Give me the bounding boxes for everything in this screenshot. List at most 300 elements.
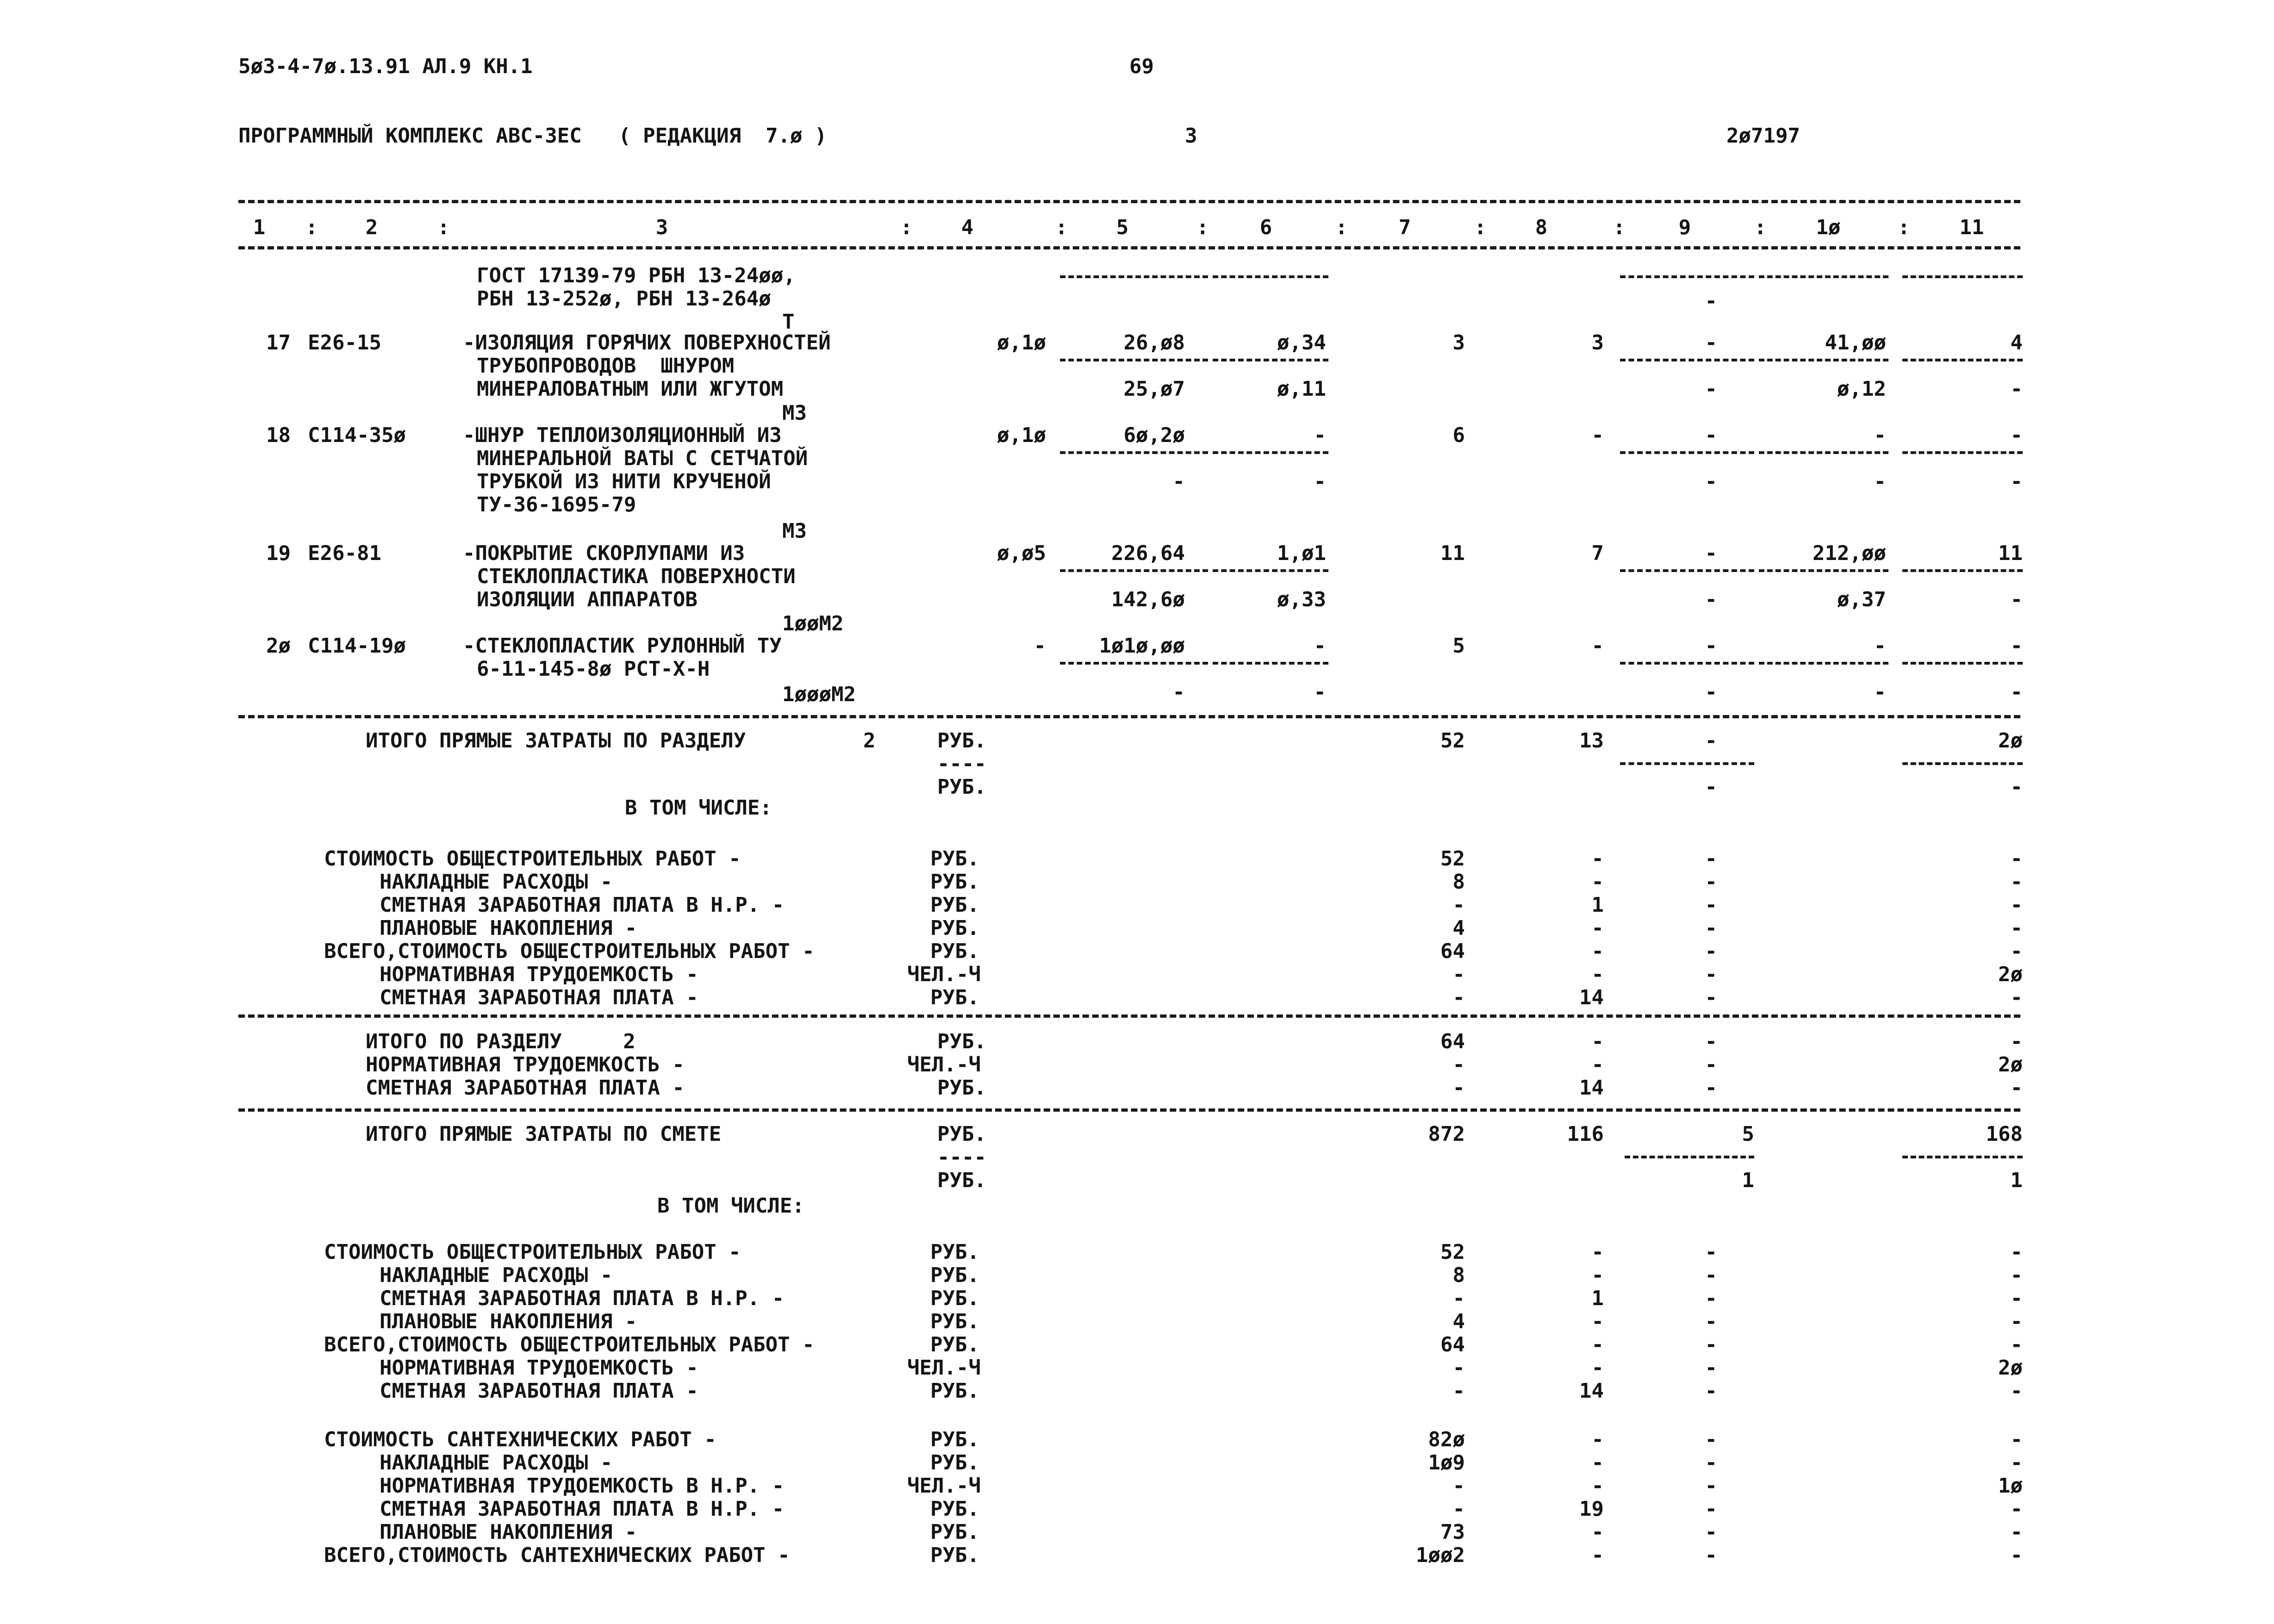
unit-label: РУБ. <box>930 986 979 1009</box>
estimate-rule <box>238 1108 2020 1112</box>
wage-cost: - <box>1172 680 1185 704</box>
breakdown-value: - <box>2010 940 2023 963</box>
col9-rule <box>1620 451 1754 454</box>
breakdown-value: 14 <box>1579 986 1604 1009</box>
col10-rule <box>1759 569 1888 572</box>
item-description: ТУ-36-1695-79 <box>477 493 636 516</box>
section-summary-label: НОРМАТИВНАЯ ТРУДОЕМКОСТЬ - <box>366 1053 685 1076</box>
unit-label: РУБ. <box>937 775 986 799</box>
breakdown-label: СТОИМОСТЬ САНТЕХНИЧЕСКИХ РАБОТ - <box>324 1428 716 1451</box>
breakdown-value: - <box>1452 1356 1465 1380</box>
item-description: -ПОКРЫТИЕ СКОРЛУПАМИ ИЗ <box>463 541 745 565</box>
wage-cost: - <box>1705 680 1717 704</box>
wage-cost: 1 <box>1742 1169 1754 1192</box>
col10-rule <box>1759 451 1888 454</box>
unit-label: РУБ. <box>930 893 979 917</box>
item-description: ТРУБКОЙ ИЗ НИТИ КРУЧЕНОЙ <box>477 470 771 493</box>
breakdown-value: - <box>1705 1543 1717 1567</box>
breakdown-value: 64 <box>1440 940 1465 963</box>
breakdown-value: - <box>1591 916 1604 940</box>
unit-label: РУБ. <box>930 940 979 963</box>
item-number: 2ø <box>266 634 291 658</box>
total-cost: 52 <box>1440 729 1465 753</box>
breakdown-value: - <box>1591 870 1604 894</box>
column-separator: : <box>1613 216 1626 239</box>
breakdown-label: СМЕТНАЯ ЗАРАБОТНАЯ ПЛАТА В Н.Р. - <box>380 1497 785 1521</box>
section-summary-rule <box>238 1014 2020 1018</box>
unit-cost: 1,ø1 <box>1277 541 1326 565</box>
column-separator: : <box>1196 216 1209 239</box>
including-label: В ТОМ ЧИСЛЕ: <box>657 1194 804 1218</box>
section-rule <box>238 715 2020 718</box>
breakdown-value: - <box>1591 1333 1604 1356</box>
breakdown-value: - <box>1705 1333 1717 1356</box>
item-code: С114-19ø <box>308 634 406 658</box>
item-quantity: - <box>1034 634 1046 658</box>
item-code: Е26-81 <box>308 541 381 565</box>
breakdown-label: СМЕТНАЯ ЗАРАБОТНАЯ ПЛАТА - <box>380 1379 698 1403</box>
section-total-label: ИТОГО ПРЯМЫЕ ЗАТРАТЫ ПО РАЗДЕЛУ <box>366 729 746 753</box>
breakdown-label: ПЛАНОВЫЕ НАКОПЛЕНИЯ - <box>380 1520 637 1544</box>
col11-rule <box>1902 359 2023 361</box>
total-cost: - <box>1591 634 1604 658</box>
total-cost: 11 <box>1440 541 1465 565</box>
col10-rule <box>1759 359 1888 361</box>
breakdown-value: - <box>1591 1310 1604 1333</box>
section-summary-label: ИТОГО ПО РАЗДЕЛУ 2 <box>366 1030 635 1053</box>
breakdown-value: 52 <box>1440 1240 1465 1264</box>
breakdown-value: - <box>2010 1451 2023 1475</box>
breakdown-value: 1ø9 <box>1428 1451 1465 1475</box>
breakdown-value: - <box>1452 1287 1465 1310</box>
item-description: 6-11-145-8ø РСТ-Х-Н <box>477 657 710 681</box>
breakdown-value: 73 <box>1440 1520 1465 1544</box>
unit-label: РУБ. <box>937 729 986 753</box>
breakdown-label: ВСЕГО,СТОИМОСТЬ САНТЕХНИЧЕСКИХ РАБОТ - <box>324 1543 790 1567</box>
breakdown-value: - <box>1591 1520 1604 1544</box>
unit-label: РУБ. <box>937 1030 986 1053</box>
breakdown-label: СТОИМОСТЬ ОБЩЕСТРОИТЕЛЬНЫХ РАБОТ - <box>324 847 741 871</box>
breakdown-label: СМЕТНАЯ ЗАРАБОТНАЯ ПЛАТА В Н.Р. - <box>380 893 785 917</box>
unit-dash: ---- <box>937 752 986 776</box>
breakdown-label: ПЛАНОВЫЕ НАКОПЛЕНИЯ - <box>380 1310 637 1333</box>
breakdown-value: - <box>1705 1263 1717 1287</box>
unit-cost: - <box>1314 634 1326 658</box>
unit-cost: 6ø,2ø <box>1123 423 1185 447</box>
unit-label: РУБ. <box>930 1543 979 1567</box>
breakdown-value: - <box>1705 1356 1717 1380</box>
total-cost: - <box>1874 634 1886 658</box>
breakdown-value: - <box>1452 986 1465 1009</box>
breakdown-value: 52 <box>1440 847 1465 871</box>
column-number: 11 <box>1959 216 1984 239</box>
breakdown-value: - <box>2010 1543 2023 1567</box>
wage-cost: - <box>1705 775 1717 799</box>
item-unit: М3 <box>782 519 807 543</box>
breakdown-value: 2ø <box>1998 963 2023 986</box>
breakdown-value: - <box>1591 1451 1604 1475</box>
column-number: 7 <box>1398 216 1411 239</box>
page-number: 69 <box>1129 55 1154 78</box>
breakdown-value: - <box>1705 1379 1717 1403</box>
breakdown-value: - <box>2010 847 2023 871</box>
item-unit: 1øøøМ2 <box>782 683 856 706</box>
breakdown-value: - <box>2010 986 2023 1009</box>
item-description: -ШНУР ТЕПЛОИЗОЛЯЦИОННЫЙ ИЗ <box>463 423 782 447</box>
unit-label: РУБ. <box>937 1169 986 1192</box>
col10-rule <box>1759 662 1888 665</box>
document-number: 2ø7197 <box>1726 124 1800 148</box>
breakdown-value: - <box>1591 1543 1604 1567</box>
breakdown-value: 82ø <box>1428 1428 1465 1451</box>
breakdown-label: НОРМАТИВНАЯ ТРУДОЕМКОСТЬ - <box>380 963 698 986</box>
breakdown-label: НАКЛАДНЫЕ РАСХОДЫ - <box>380 870 613 894</box>
wage-cost: - <box>1314 470 1326 493</box>
table-top-rule <box>238 200 2020 203</box>
unit-label: ЧЕЛ.-Ч <box>907 1356 981 1380</box>
breakdown-value: 19 <box>1579 1497 1604 1521</box>
col10-rule <box>1759 275 1888 278</box>
breakdown-value: - <box>1452 1497 1465 1521</box>
breakdown-value: - <box>1591 1474 1604 1498</box>
breakdown-value: 4 <box>1452 1310 1465 1333</box>
total-cost: - <box>1591 423 1604 447</box>
breakdown-value: 64 <box>1440 1333 1465 1356</box>
total-cost: - <box>1705 729 1717 753</box>
wage-cost: - <box>2010 680 2023 704</box>
item-unit: М3 <box>782 401 807 425</box>
item-code: С114-35ø <box>308 423 406 447</box>
summary-value: 64 <box>1440 1030 1465 1053</box>
unit-label: РУБ. <box>930 847 979 871</box>
column-separator: : <box>305 216 318 239</box>
item-quantity: ø,ø5 <box>997 541 1046 565</box>
breakdown-value: - <box>1705 870 1717 894</box>
col5-rule <box>1060 569 1208 572</box>
unit-label: РУБ. <box>930 870 979 894</box>
summary-value: - <box>1705 1076 1717 1100</box>
col6-rule <box>1213 451 1328 454</box>
breakdown-value: - <box>1452 963 1465 986</box>
total-cost: - <box>1874 423 1886 447</box>
wage-cost: 25,ø7 <box>1123 377 1185 401</box>
breakdown-value: - <box>2010 1240 2023 1264</box>
wage-cost: - <box>1705 588 1717 611</box>
wage-cost: ø,11 <box>1277 377 1326 401</box>
unit-label: ЧЕЛ.-Ч <box>907 1053 981 1076</box>
breakdown-value: - <box>1452 1379 1465 1403</box>
breakdown-value: - <box>2010 1310 2023 1333</box>
total-cost: 116 <box>1567 1122 1604 1146</box>
unit-label: ЧЕЛ.-Ч <box>907 1474 981 1498</box>
breakdown-label: СМЕТНАЯ ЗАРАБОТНАЯ ПЛАТА - <box>380 986 698 1009</box>
breakdown-value: - <box>1705 893 1717 917</box>
summary-value: - <box>2010 1076 2023 1100</box>
breakdown-value: - <box>1705 986 1717 1009</box>
total-cost: - <box>1705 423 1717 447</box>
wage-cost: ø,12 <box>1837 377 1886 401</box>
summary-value: - <box>1705 1030 1717 1053</box>
breakdown-value: - <box>1591 847 1604 871</box>
unit-cost: - <box>1314 423 1326 447</box>
total-cost: - <box>2010 423 2023 447</box>
breakdown-value: - <box>1705 1520 1717 1544</box>
breakdown-label: НОРМАТИВНАЯ ТРУДОЕМКОСТЬ В Н.Р. - <box>380 1474 785 1498</box>
item-description: ТРУБОПРОВОДОВ ШНУРОМ <box>477 354 735 378</box>
breakdown-value: - <box>2010 1263 2023 1287</box>
section-number: 2 <box>863 729 876 753</box>
total-cost: 3 <box>1452 331 1465 355</box>
wage-cost: - <box>1705 377 1717 401</box>
column-number: 8 <box>1535 216 1548 239</box>
column-number: 6 <box>1259 216 1272 239</box>
item-quantity: ø,1ø <box>997 423 1046 447</box>
breakdown-value: 14 <box>1579 1379 1604 1403</box>
summary-value: 14 <box>1579 1076 1604 1100</box>
breakdown-label: СТОИМОСТЬ ОБЩЕСТРОИТЕЛЬНЫХ РАБОТ - <box>324 1240 741 1264</box>
column-separator: : <box>900 216 913 239</box>
breakdown-value: - <box>1591 1428 1604 1451</box>
unit-label: РУБ. <box>937 1122 986 1146</box>
item-unit: 1øøМ2 <box>782 612 844 635</box>
col11-rule <box>1902 1156 2023 1158</box>
breakdown-value: 2ø <box>1998 1356 2023 1380</box>
item-description: -СТЕКЛОПЛАСТИК РУЛОННЫЙ ТУ <box>463 634 782 658</box>
breakdown-value: 8 <box>1452 870 1465 894</box>
col11-rule <box>1902 569 2023 572</box>
column-separator: : <box>1055 216 1068 239</box>
unit-cost: ø,34 <box>1277 331 1326 355</box>
unit-label: РУБ. <box>930 1520 979 1544</box>
breakdown-value: - <box>2010 1520 2023 1544</box>
col5-rule <box>1060 359 1208 361</box>
item-description: МИНЕРАЛЬНОЙ ВАТЫ С СЕТЧАТОЙ <box>477 447 808 470</box>
breakdown-value: - <box>2010 870 2023 894</box>
breakdown-value: - <box>1705 1451 1717 1475</box>
total-cost: 5 <box>1452 634 1465 658</box>
item-description: ИЗОЛЯЦИИ АППАРАТОВ <box>477 588 698 611</box>
breakdown-value: - <box>1591 1356 1604 1380</box>
wage-cost: - <box>1874 470 1886 493</box>
wage-cost: - <box>1172 470 1185 493</box>
total-cost: 3 <box>1591 331 1604 355</box>
col9-rule <box>1625 1156 1754 1158</box>
column-number: 5 <box>1116 216 1129 239</box>
col9-rule <box>1620 762 1754 765</box>
col6-rule <box>1213 275 1328 278</box>
wage-cost: - <box>2010 588 2023 611</box>
wage-cost: ø,33 <box>1277 588 1326 611</box>
column-separator: : <box>1898 216 1910 239</box>
total-cost: 5 <box>1742 1122 1754 1146</box>
breakdown-value: 4 <box>1452 916 1465 940</box>
wage-cost: - <box>1314 680 1326 704</box>
breakdown-value: - <box>1705 847 1717 871</box>
wage-cost: - <box>2010 470 2023 493</box>
breakdown-value: - <box>1705 1474 1717 1498</box>
breakdown-value: - <box>2010 1333 2023 1356</box>
item-description: МИНЕРАЛОВАТНЫМ ИЛИ ЖГУТОМ <box>477 377 784 401</box>
column-number: 4 <box>961 216 974 239</box>
unit-label: РУБ. <box>930 916 979 940</box>
breakdown-value: - <box>1591 940 1604 963</box>
breakdown-value: - <box>1452 1474 1465 1498</box>
col9-rule <box>1620 662 1754 665</box>
unit-label: РУБ. <box>930 1451 979 1475</box>
wage-cost: 142,6ø <box>1111 588 1185 611</box>
breakdown-value: - <box>1705 916 1717 940</box>
breakdown-label: СМЕТНАЯ ЗАРАБОТНАЯ ПЛАТА В Н.Р. - <box>380 1287 785 1310</box>
total-cost: - <box>1705 331 1717 355</box>
breakdown-value: - <box>1705 940 1717 963</box>
unit-label: РУБ. <box>930 1333 979 1356</box>
column-separator: : <box>1335 216 1348 239</box>
col9-rule <box>1620 359 1754 361</box>
program-title: ПРОГРАММНЫЙ КОМПЛЕКС АВС-3ЕС ( РЕДАКЦИЯ 7.ø ) <box>238 124 827 148</box>
breakdown-value: - <box>1591 963 1604 986</box>
item-code: Е26-15 <box>308 331 381 355</box>
item-description: -ИЗОЛЯЦИЯ ГОРЯЧИХ ПОВЕРХНОСТЕЙ <box>463 331 831 355</box>
unit-cost: 1ø1ø,øø <box>1099 634 1185 658</box>
gost-reference: РБН 13-252ø, РБН 13-264ø <box>477 287 771 311</box>
wage-cost: - <box>2010 377 2023 401</box>
breakdown-value: 1 <box>1591 893 1604 917</box>
summary-value: - <box>2010 1030 2023 1053</box>
unit-label: РУБ. <box>930 1287 979 1310</box>
item-unit: Т <box>782 310 795 334</box>
wage-cost: 1 <box>2010 1169 2023 1192</box>
breakdown-value: - <box>1705 1428 1717 1451</box>
breakdown-value: 1 <box>1591 1287 1604 1310</box>
summary-value: - <box>1591 1030 1604 1053</box>
unit-label: РУБ. <box>937 1076 986 1100</box>
unit-label: РУБ. <box>930 1497 979 1521</box>
breakdown-label: ВСЕГО,СТОИМОСТЬ ОБЩЕСТРОИТЕЛЬНЫХ РАБОТ - <box>324 1333 815 1356</box>
column-number: 1ø <box>1816 216 1841 239</box>
column-separator: : <box>1754 216 1767 239</box>
item-number: 19 <box>266 541 291 565</box>
breakdown-value: 1ø <box>1998 1474 2023 1498</box>
breakdown-value: - <box>1591 1240 1604 1264</box>
summary-value: - <box>1452 1053 1465 1076</box>
wage-cost: ø,37 <box>1837 588 1886 611</box>
unit-label: ЧЕЛ.-Ч <box>907 963 981 986</box>
col6-rule <box>1213 662 1328 665</box>
total-cost: 872 <box>1428 1122 1465 1146</box>
item-number: 17 <box>266 331 291 355</box>
column-separator: : <box>1474 216 1487 239</box>
total-cost: - <box>1705 634 1717 658</box>
estimate-total-label: ИТОГО ПРЯМЫЕ ЗАТРАТЫ ПО СМЕТЕ <box>366 1122 722 1146</box>
total-cost: 41,øø <box>1825 331 1886 355</box>
unit-label: РУБ. <box>930 1263 979 1287</box>
col11-rule <box>1902 662 2023 665</box>
breakdown-value: - <box>1705 1240 1717 1264</box>
col11-rule <box>1902 762 2023 765</box>
breakdown-value: - <box>1705 1497 1717 1521</box>
col9-rule <box>1620 275 1754 278</box>
total-cost: - <box>2010 634 2023 658</box>
total-cost: 212,øø <box>1813 541 1886 565</box>
total-cost: 4 <box>2010 331 2023 355</box>
breakdown-label: НАКЛАДНЫЕ РАСХОДЫ - <box>380 1451 613 1475</box>
breakdown-label: ПЛАНОВЫЕ НАКОПЛЕНИЯ - <box>380 916 637 940</box>
unit-label: РУБ. <box>930 1379 979 1403</box>
col5-rule <box>1060 662 1208 665</box>
summary-value: 2ø <box>1998 1053 2023 1076</box>
col6-rule <box>1213 569 1328 572</box>
unit-label: РУБ. <box>930 1240 979 1264</box>
summary-value: - <box>1705 1053 1717 1076</box>
total-cost: 7 <box>1591 541 1604 565</box>
item-description: СТЕКЛОПЛАСТИКА ПОВЕРХНОСТИ <box>477 565 796 588</box>
breakdown-value: - <box>2010 1428 2023 1451</box>
summary-value: - <box>1452 1076 1465 1100</box>
total-cost: 2ø <box>1998 729 2023 753</box>
unit-cost: 26,ø8 <box>1123 331 1185 355</box>
unit-dash: ---- <box>937 1145 986 1169</box>
doc-code: 5ø3-4-7ø.13.91 АЛ.9 КН.1 <box>238 55 533 78</box>
column-separator: : <box>437 216 450 239</box>
breakdown-value: - <box>2010 1497 2023 1521</box>
unit-cost: 226,64 <box>1111 541 1185 565</box>
wage-cost: - <box>1705 470 1717 493</box>
unit-label: РУБ. <box>930 1428 979 1451</box>
summary-value: - <box>1591 1053 1604 1076</box>
breakdown-label: НОРМАТИВНАЯ ТРУДОЕМКОСТЬ - <box>380 1356 698 1380</box>
total-cost: 6 <box>1452 423 1465 447</box>
breakdown-value: - <box>2010 1379 2023 1403</box>
total-cost: 13 <box>1579 729 1604 753</box>
gost-reference: ГОСТ 17139-79 РБН 13-24øø, <box>477 264 796 287</box>
total-cost: - <box>1705 541 1717 565</box>
breakdown-value: - <box>1591 1263 1604 1287</box>
breakdown-label: НАКЛАДНЫЕ РАСХОДЫ - <box>380 1263 613 1287</box>
col11-rule <box>1902 275 2023 278</box>
total-cost: 168 <box>1986 1122 2023 1146</box>
breakdown-value: - <box>2010 916 2023 940</box>
total-cost: 11 <box>1998 541 2023 565</box>
breakdown-value: - <box>1452 893 1465 917</box>
column-number: 3 <box>655 216 668 239</box>
including-label: В ТОМ ЧИСЛЕ: <box>625 796 772 820</box>
section-summary-label: СМЕТНАЯ ЗАРАБОТНАЯ ПЛАТА - <box>366 1076 685 1100</box>
breakdown-value: - <box>1705 1310 1717 1333</box>
column-header-rule <box>238 246 2020 249</box>
col9-rule <box>1620 569 1754 572</box>
column-number: 9 <box>1678 216 1691 239</box>
col5-rule <box>1060 451 1208 454</box>
wage-cost: - <box>2010 775 2023 799</box>
breakdown-label: ВСЕГО,СТОИМОСТЬ ОБЩЕСТРОИТЕЛЬНЫХ РАБОТ - <box>324 940 815 963</box>
col6-rule <box>1213 359 1328 361</box>
breakdown-value: 8 <box>1452 1263 1465 1287</box>
sheet-number: 3 <box>1185 124 1197 148</box>
item-quantity: ø,1ø <box>997 331 1046 355</box>
wage-cost: - <box>1874 680 1886 704</box>
column-number: 2 <box>365 216 378 239</box>
breakdown-value: - <box>1705 1287 1717 1310</box>
column-number: 1 <box>253 216 266 239</box>
breakdown-value: - <box>2010 1287 2023 1310</box>
item-number: 18 <box>266 423 291 447</box>
breakdown-value: 1øø2 <box>1416 1543 1465 1567</box>
col5-rule <box>1060 275 1208 278</box>
col11-rule <box>1902 451 2023 454</box>
breakdown-value: - <box>1705 963 1717 986</box>
breakdown-value: - <box>2010 893 2023 917</box>
unit-label: РУБ. <box>930 1310 979 1333</box>
